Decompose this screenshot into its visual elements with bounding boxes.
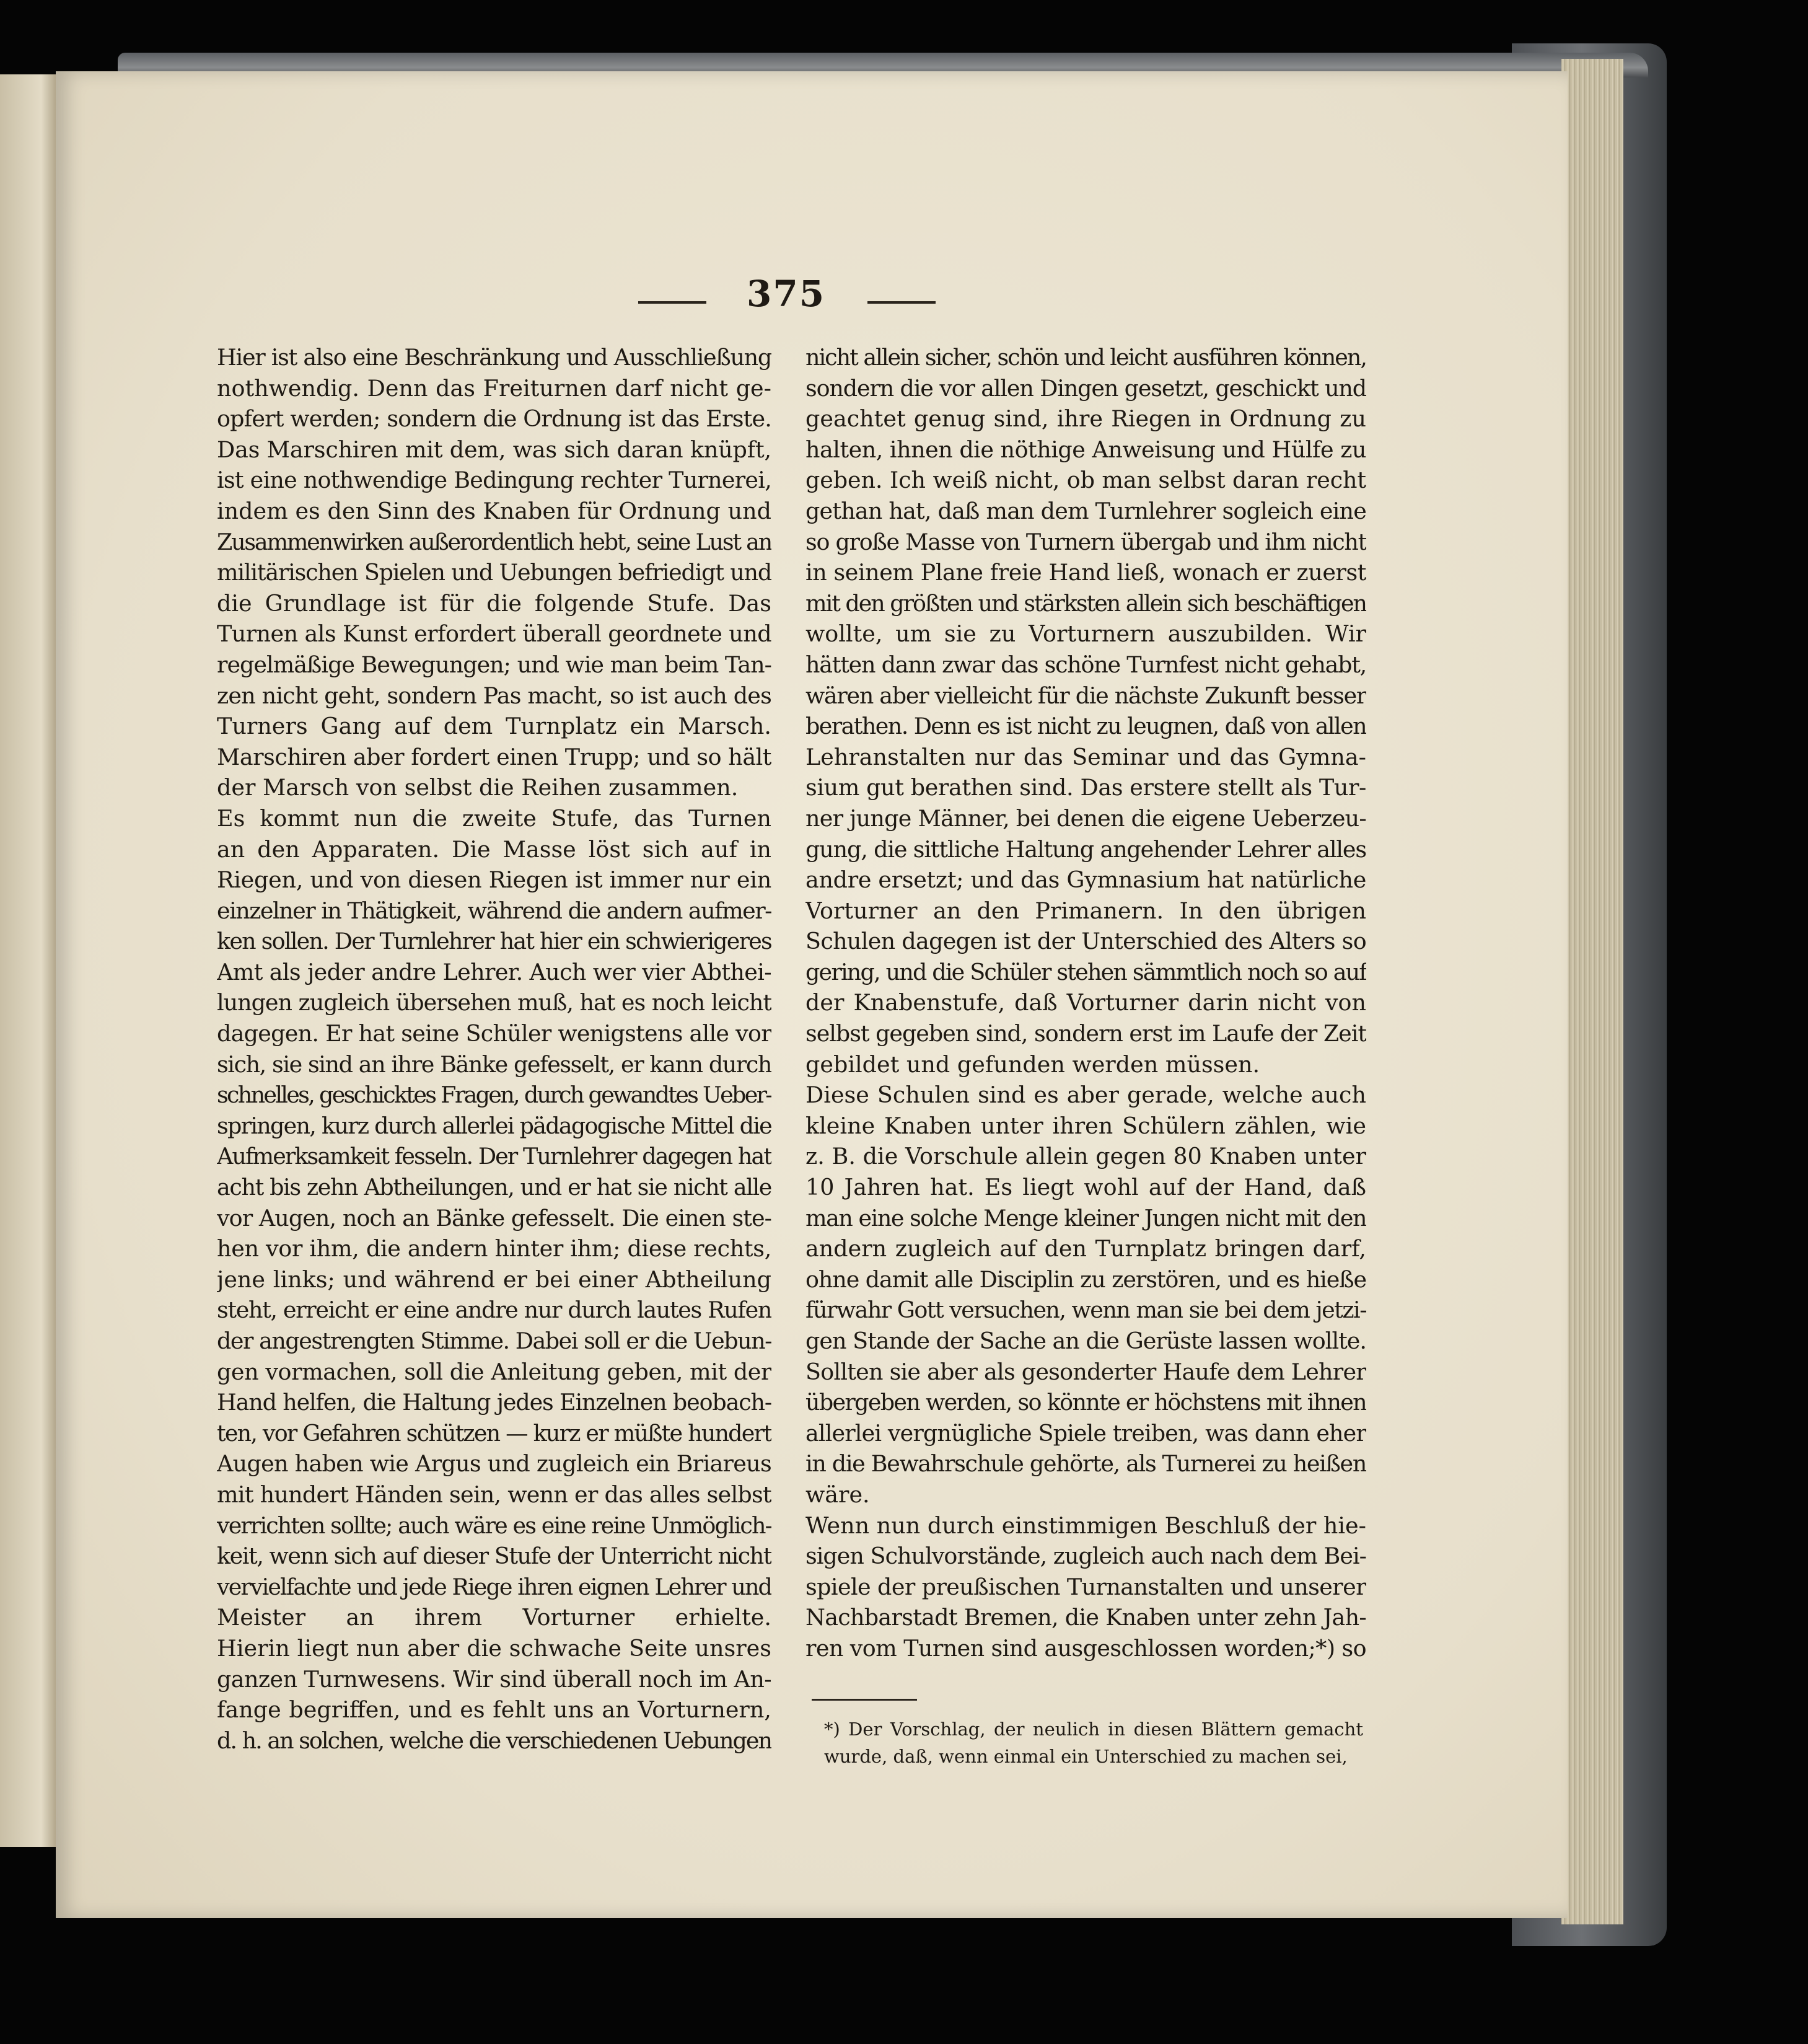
text-line: wäre. [805,1481,870,1508]
text-line: militärischen Spielen und Uebungen befriedigt und [217,559,771,586]
text-line: mit hundert Händen sein, wenn er das alles selbst [217,1481,771,1508]
text-line: geben. Ich weiß nicht, ob man selbst daran recht [805,467,1366,494]
text-line: der angestrengten Stimme. Dabei soll er die Uebun- [217,1328,771,1354]
footnote-line: *) Der Vorschlag, der neulich in diesen Blättern gemacht [824,1719,1363,1740]
text-line: Sollten sie aber als gesonderter Haufe dem Lehrer [805,1358,1366,1385]
text-line: Wenn nun durch einstimmigen Beschluß der hie- [805,1512,1366,1539]
text-line: fürwahr Gott versuchen, wenn man sie bei dem jetzi- [805,1297,1366,1324]
text-line: Hand helfen, die Haltung jedes Einzelnen beobach- [217,1389,771,1416]
text-line: sondern die vor allen Dingen gesetzt, geschickt und [805,374,1366,402]
text-line: gen vormachen, soll die Anleitung geben, mit der [217,1358,771,1385]
text-line: berathen. Denn es ist nicht zu leugnen, daß von allen [805,713,1366,740]
left-page-edge [0,74,59,1847]
text-line: Meister an ihrem Vorturner erhielte. [217,1604,771,1631]
text-line: halten, ihnen die nöthige Anweisung und Hülfe zu [805,436,1366,463]
text-line: d. h. an solchen, welche die verschiedenen Uebungen [217,1727,771,1754]
text-line: hen vor ihm, die andern hinter ihm; diese rechts, [217,1235,771,1262]
right-column [805,342,1366,1664]
text-line: acht bis zehn Abtheilungen, und er hat sie nicht alle [217,1174,771,1201]
text-line: geachtet genug sind, ihre Riegen in Ordnung zu [805,405,1366,433]
text-line: ner junge Männer, bei denen die eigene Ueberzeu- [805,804,1366,832]
text-line: nicht allein sicher, schön und leicht ausführen können, [805,344,1366,371]
text-line: ohne damit alle Disciplin zu zerstören, und es hieße [805,1266,1366,1293]
text-line: ren vom Turnen sind ausgeschlossen worden;*) so [805,1634,1366,1662]
text-line: schnelles, geschicktes Fragen, durch gewandtes Ueber- [217,1081,771,1109]
page-stack-edge [1561,59,1623,1924]
text-line: Es kommt nun die zweite Stufe, das Turnen [217,804,771,832]
header-rule-right [867,301,936,304]
text-line: Diese Schulen sind es aber gerade, welche auch [805,1081,1366,1109]
text-line: zen nicht geht, sondern Pas macht, so ist auch des [217,682,771,709]
text-line: Riegen, und von diesen Riegen ist immer nur ein [217,866,771,894]
text-line: fange begriffen, und es fehlt uns an Vorturnern, [217,1696,771,1724]
text-line: Das Marschiren mit dem, was sich daran knüpft, [217,436,771,463]
footnote-rule [812,1699,917,1701]
text-line: gen Stande der Sache an die Gerüste lassen wollte. [805,1328,1366,1354]
text-line: sich, sie sind an ihre Bänke gefesselt, er kann durch [217,1051,771,1078]
text-line: mit den größten und stärksten allein sich beschäftigen [805,589,1366,617]
text-line: in die Bewahrschule gehörte, als Turnerei zu heißen [805,1450,1366,1478]
text-line: Turnen als Kunst erfordert überall geordnete und [217,620,771,648]
text-line: Turners Gang auf dem Turnplatz ein Marsch. [217,713,771,740]
text-line: kleine Knaben unter ihren Schülern zählen, wie [805,1112,1366,1139]
text-line: andre ersetzt; und das Gymnasium hat natürliche [805,866,1366,894]
header-rule-left [638,301,706,304]
text-line: Amt als jeder andre Lehrer. Auch wer vier Abthei- [217,958,771,985]
text-line: Zusammenwirken außerordentlich hebt, seine Lust an [217,528,771,555]
text-line: einzelner in Thätigkeit, während die andern aufmer- [217,897,771,924]
text-line: vervielfachte und jede Riege ihren eignen Lehrer und [217,1573,771,1600]
text-line: allerlei vergnügliche Spiele treiben, was dann eher [805,1419,1366,1447]
text-line: springen, kurz durch allerlei pädagogische Mittel die [217,1112,771,1139]
text-line: Augen haben wie Argus und zugleich ein Briareus [217,1450,771,1478]
text-line: gebildet und gefunden werden müssen. [805,1051,1260,1078]
text-line: indem es den Sinn des Knaben für Ordnung und [217,497,771,524]
text-line: dagegen. Er hat seine Schüler wenigstens alle vor [217,1020,771,1047]
text-line: der Knabenstufe, daß Vorturner darin nicht von [805,989,1366,1016]
text-line: andern zugleich auf den Turnplatz bringen darf, [805,1235,1366,1262]
footnote [824,1716,1363,1770]
text-line: wollte, um sie zu Vorturnern auszubilden. Wir [805,620,1366,648]
text-line: ten, vor Gefahren schützen — kurz er müßte hundert [217,1419,771,1447]
page-number: 375 [747,273,826,315]
text-line: wären aber vielleicht für die nächste Zukunft besser [805,682,1366,709]
text-line: gering, und die Schüler stehen sämmtlich noch so auf [805,958,1366,985]
text-line: Nachbarstadt Bremen, die Knaben unter zehn Jah- [805,1604,1366,1631]
text-line: der Marsch von selbst die Reihen zusammen. [217,774,739,801]
text-line: Hierin liegt nun aber die schwache Seite unsres [217,1634,771,1662]
left-column [217,342,771,1756]
text-line: Lehranstalten nur das Seminar und das Gymna- [805,743,1366,770]
text-line: Vorturner an den Primanern. In den übrigen [805,897,1366,924]
text-line: ist eine nothwendige Bedingung rechter Turnerei, [217,467,771,494]
text-line: gung, die sittliche Haltung angehender Lehrer alles [805,835,1366,863]
text-line: vor Augen, noch an Bänke gefesselt. Die einen ste- [217,1204,771,1231]
text-line: 10 Jahren hat. Es liegt wohl auf der Hand, daß [805,1174,1366,1201]
text-line: nothwendig. Denn das Freiturnen darf nicht ge- [217,374,771,402]
text-line: z. B. die Vorschule allein gegen 80 Knaben unter [805,1143,1366,1170]
text-line: regelmäßige Bewegungen; und wie man beim Tan- [217,651,771,678]
text-line: sigen Schulvorstände, zugleich auch nach dem Bei- [805,1543,1366,1570]
text-line: gethan hat, daß man dem Turnlehrer sogleich eine [805,497,1366,524]
text-line: übergeben werden, so könnte er höchstens mit ihnen [805,1389,1366,1416]
text-line: lungen zugleich übersehen muß, hat es noch leicht [217,989,771,1016]
text-line: man eine solche Menge kleiner Jungen nicht mit den [805,1204,1366,1231]
text-line: Marschiren aber fordert einen Trupp; und so hält [217,743,771,770]
text-line: Schulen dagegen ist der Unterschied des Alters so [805,928,1366,955]
text-line: jene links; und während er bei einer Abtheilung [217,1266,771,1293]
text-line: spiele der preußischen Turnanstalten und unserer [805,1573,1366,1600]
text-line: die Grundlage ist für die folgende Stufe. Das [217,589,771,617]
text-line: Aufmerksamkeit fesseln. Der Turnlehrer dagegen hat [217,1143,771,1170]
text-line: steht, erreicht er eine andre nur durch lautes Rufen [217,1297,771,1324]
text-line: Hier ist also eine Beschränkung und Ausschließung [217,344,771,371]
text-line: selbst gegeben sind, sondern erst im Laufe der Zeit [805,1020,1366,1047]
text-line: in seinem Plane freie Hand ließ, wonach er zuerst [805,559,1366,586]
text-line: an den Apparaten. Die Masse löst sich auf in [217,835,771,863]
text-line: keit, wenn sich auf dieser Stufe der Unterricht nicht [217,1543,771,1570]
text-line: ganzen Turnwesens. Wir sind überall noch im An- [217,1665,771,1693]
text-line: hätten dann zwar das schöne Turnfest nicht gehabt, [805,651,1366,678]
text-line: opfert werden; sondern die Ordnung ist das Erste. [217,405,771,433]
text-line: sium gut berathen sind. Das erstere stellt als Tur- [805,774,1366,801]
text-line: verrichten sollte; auch wäre es eine reine Unmöglich- [217,1512,771,1539]
text-line: ken sollen. Der Turnlehrer hat hier ein schwierigeres [217,928,771,955]
footnote-line: wurde, daß, wenn einmal ein Unterschied zu machen sei, [824,1746,1348,1767]
text-line: so große Masse von Turnern übergab und ihm nicht [805,528,1366,555]
